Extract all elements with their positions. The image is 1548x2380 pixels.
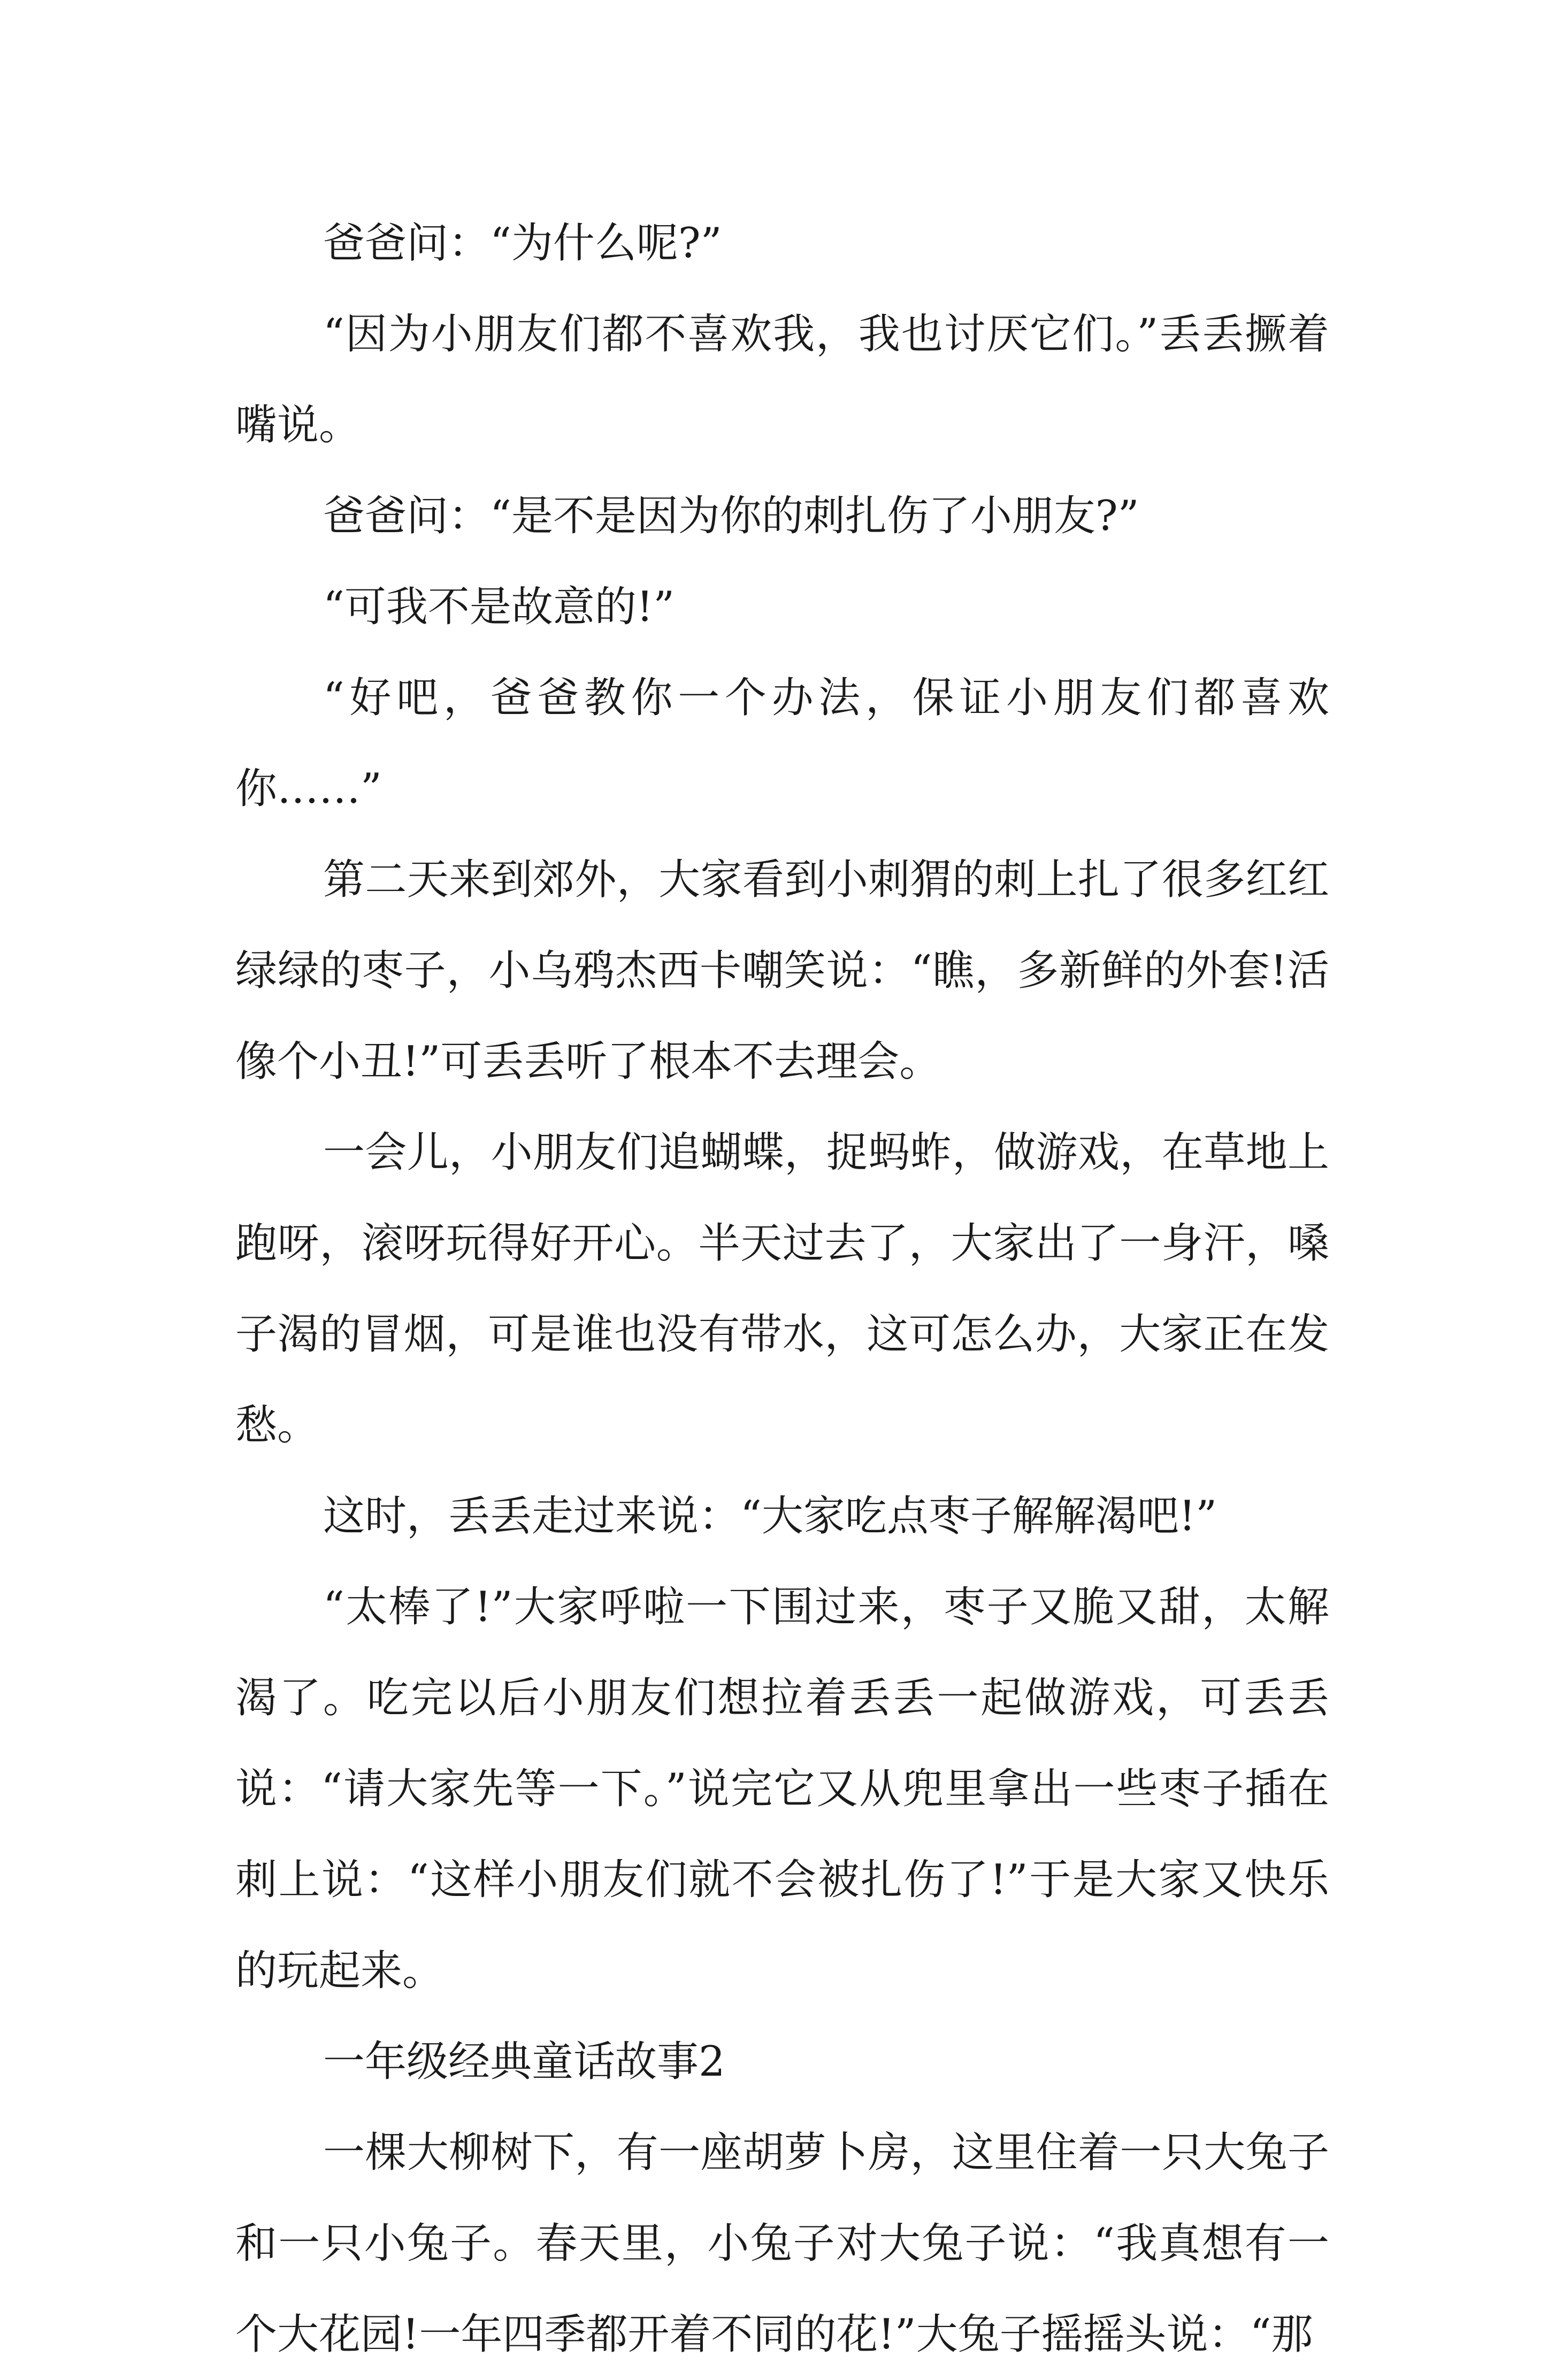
paragraph: “好吧，爸爸教你一个办法，保证小朋友们都喜欢你……”: [235, 674, 1329, 813]
paragraph: “太棒了!”大家呼啦一下围过来，枣子又脆又甜，太解渴了。吃完以后小朋友们想拉着丢丢一起做游戏，可丢丢说：“请大家先等一下。”说完它又从兜里拿出一些枣子插在刺上说：“这样小朋友们就不会被扎伤了!”于是大家又快乐的玩起来。: [235, 1583, 1329, 1995]
paragraph: 爸爸问：“为什么呢?”: [323, 219, 722, 267]
paragraph: “可我不是故意的!”: [323, 583, 675, 631]
paragraph: 第二天来到郊外，大家看到小刺猬的刺上扎了很多红红绿绿的枣子，小乌鸦杰西卡嘲笑说：“瞧，多新鲜的外套!活像个小丑!”可丢丢听了根本不去理会。: [235, 856, 1329, 1086]
paragraph: 爸爸问：“是不是因为你的刺扎伤了小朋友?”: [323, 492, 1139, 540]
document-page: [235, 198, 1329, 2380]
paragraph: 这时，丢丢走过来说：“大家吃点枣子解解渴吧!”: [323, 1492, 1217, 1540]
paragraph: 一棵大柳树下，有一座胡萝卜房，这里住着一只大兔子和一只小兔子。春天里，小兔子对大兔子说：“我真想有一个大花园!一年四季都开着不同的花!”大兔子摇摇头说：“那: [235, 2129, 1329, 2359]
paragraph: 一会儿，小朋友们追蝴蝶，捉蚂蚱，做游戏，在草地上跑呀，滚呀玩得好开心。半天过去了，大家出了一身汗，嗓子渴的冒烟，可是谁也没有带水，这可怎么办，大家正在发愁。: [235, 1128, 1329, 1449]
paragraph: “因为小朋友们都不喜欢我，我也讨厌它们。”丢丢撅着嘴说。: [235, 310, 1329, 449]
section-heading: 一年级经典童话故事2: [323, 2038, 725, 2086]
